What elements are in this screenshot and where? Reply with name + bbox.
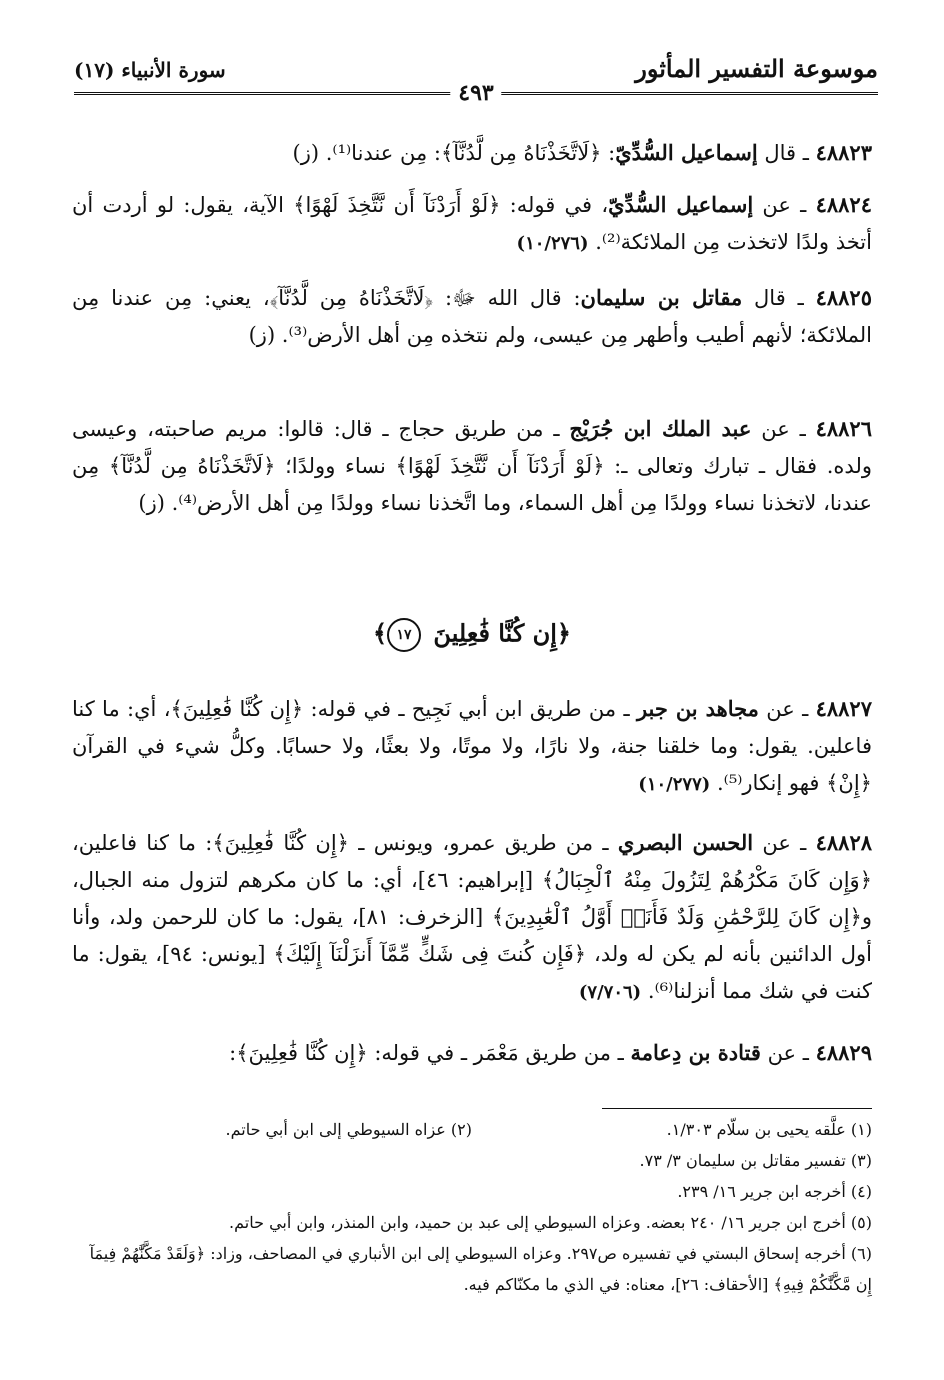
entry-number: ٤٨٨٢٦ xyxy=(815,416,872,441)
entry-prefix: ـ عن xyxy=(753,831,816,855)
entry-text: ـ من طريق عمرو، ويونس ـ ﴿إِن كُنَّا فَٰعِلِينَ﴾: ما كنا فاعلين، ﴿وَإِن كَانَ مَكْرُهُمْ لِتَزُولَ مِنْهُ ٱلْجِبَالُ﴾ [إبراهيم: ٤٦]، أي: ما كان مكرهم لتزول منه الجبال، و﴿إِن كَانَ لِلرَّحْمَٰنِ وَلَدٌ فَأَنَا۠ أَوَّلُ ٱلْعَٰبِدِينَ﴾ [الزخرف: ٨١]، يقول: ما كان للرحمن ولد، وأنا أول الدائنين بأنه لم يكن له ولد، ﴿فَإِن كُنتَ فِى شَكٍّ مِّمَّآ أَنزَلْنَآ إِلَيْكَ﴾ [يونس: ٩٤]، يقول: ما كنت في شك مما أنزلنا⁽⁶⁾. xyxy=(72,831,873,1003)
entry-text: : ﴿لَاتَّخَذْنَاهُ مِن لَّدُنَّآ﴾: مِن عندنا⁽¹⁾. (ز) xyxy=(292,141,616,165)
narrator-name: الحسن البصري xyxy=(617,830,754,855)
entry-number: ٤٨٨٢٣ xyxy=(815,140,872,165)
footnote-3: (٣) تفسير مقاتل بن سليمان ٣/ ٧٣. xyxy=(639,1151,872,1170)
entry-text: ـ من طريق مَعْمَر ـ في قوله: ﴿إِن كُنَّا فَٰعِلِينَ﴾: xyxy=(229,1041,631,1065)
narrator-name: إسماعيل السُّدِّيّ xyxy=(615,140,758,165)
footnote-row xyxy=(72,1114,872,1145)
entry-48823 xyxy=(72,134,872,172)
entry-prefix: ـ عن xyxy=(758,697,816,721)
narrator-name: عبد الملك ابن جُرَيْج xyxy=(569,416,752,441)
entry-48827 xyxy=(72,690,872,803)
ayah-close-bracket: ﴾ xyxy=(373,618,388,648)
volume-reference: (١٠/٢٧٧) xyxy=(638,774,711,795)
entry-48826 xyxy=(72,410,872,522)
footnote-2: (٢) عزاه السيوطي إلى ابن أبي حاتم. xyxy=(225,1120,472,1139)
ayah-text: ﴿إِن كُنَّا فَٰعِلِينَ xyxy=(433,618,571,648)
footnote-1: (١) علَّقه يحيى بن سلّام ١/٣٠٣. xyxy=(666,1120,872,1139)
footnote-6: (٦) أخرجه إسحاق البستي في تفسيره ص٢٩٧. وعزاه السيوطي إلى ابن الأنباري في المصاحف، وزاد: ﴿وَلَقَدْ مَكَّنَّٰهُمْ فِيمَآ إِن مَّكَّنَّٰكُمْ فِيهِ﴾ [الأحقاف: ٢٦]، معناه: في الذي ما مكنّاكم فيه. xyxy=(89,1244,872,1294)
entry-text: ـ من طريق ابن أبي نَجِيح ـ في قوله: ﴿إِن كُنَّا فَٰعِلِينَ﴾، أي: ما كنا فاعلين. يقول: وما خلقنا جنة، ولا نارًا، ولا موتًا، ولا بعثًا، ولا حسابًا. وكلُّ شيء في القرآن ﴿إِنْ﴾ فهو إنكار⁽⁵⁾. xyxy=(72,697,872,795)
entry-prefix: ـ قال xyxy=(757,141,816,165)
entry-number: ٤٨٨٢٩ xyxy=(815,1040,872,1065)
volume-reference: (١٠/٢٧٦) xyxy=(516,233,589,254)
surah-title: سورة الأنبياء (١٧) xyxy=(74,58,226,82)
narrator-name: إسماعيل السُّدِّيّ xyxy=(608,192,754,217)
entry-prefix: ـ عن xyxy=(760,1041,816,1065)
entry-prefix: ـ عن xyxy=(753,193,816,217)
footnotes xyxy=(72,1114,872,1300)
entry-text: : قال الله ﷻ: ﴿لَاتَّخَذْنَاهُ مِن لَّدُنَّآ﴾، يعني: مِن عندنا مِن الملائكة؛ لأنهم أطيب وأطهر مِن عيسى، ولم نتخذه مِن أهل الأرض⁽³⁾. (ز) xyxy=(72,286,872,347)
footnote-5: (٥) أخرج ابن جرير ١٦/ ٢٤٠ بعضه. وعزاه السيوطي إلى عبد بن حميد، وابن المنذر، وابن أبي حاتم. xyxy=(229,1213,872,1232)
ayah-heading xyxy=(72,618,872,652)
entry-prefix: ـ قال xyxy=(742,286,816,310)
page-number: ٤٩٣ xyxy=(450,80,501,106)
footnote-4: (٤) أخرجه ابن جرير ١٦/ ٢٣٩. xyxy=(677,1182,872,1201)
entry-text: ، في قوله: ﴿لَوْ أَرَدْنَآ أَن نَّتَّخِذَ لَهْوًا﴾ الآية، يقول: لو أردت أن أتخذ ولدًا لاتخذت مِن الملائكة⁽²⁾. xyxy=(72,193,872,254)
entry-number: ٤٨٨٢٤ xyxy=(815,192,872,217)
entry-prefix: ـ عن xyxy=(751,417,816,441)
narrator-name: مقاتل بن سليمان xyxy=(580,285,743,310)
entry-text: ـ من طريق حجاج ـ قال: قالوا: مريم صاحبته، وعيسى ولده. فقال ـ تبارك وتعالى ـ: ﴿لَوْ أَرَدْنَآ أَن نَّتَّخِذَ لَهْوًا﴾ نساء وولدًا؛ ﴿لَاتَّخَذْنَاهُ مِن لَّدُنَّآ﴾ مِن عندنا، لاتخذنا نساء وولدًا مِن أهل السماء، وما اتَّخذنا نساء وولدًا مِن أهل الأرض⁽⁴⁾. (ز) xyxy=(72,417,872,515)
entry-48824 xyxy=(72,186,872,262)
ayah-number-badge: ١٧ xyxy=(387,618,421,652)
entry-48825 xyxy=(72,279,872,354)
page-header xyxy=(74,52,878,106)
entry-number: ٤٨٨٢٨ xyxy=(815,830,873,855)
entry-48829 xyxy=(72,1034,872,1072)
volume-reference: (٧/٧٠٦) xyxy=(578,982,642,1003)
footnote-rule xyxy=(602,1108,872,1109)
entry-number: ٤٨٨٢٥ xyxy=(815,285,872,310)
narrator-name: مجاهد بن جبر xyxy=(636,696,759,721)
narrator-name: قتادة بن دِعامة xyxy=(630,1040,761,1065)
entry-48828 xyxy=(72,824,872,1011)
entry-number: ٤٨٨٢٧ xyxy=(815,696,872,721)
book-title: موسوعة التفسير المأثور xyxy=(635,54,878,83)
